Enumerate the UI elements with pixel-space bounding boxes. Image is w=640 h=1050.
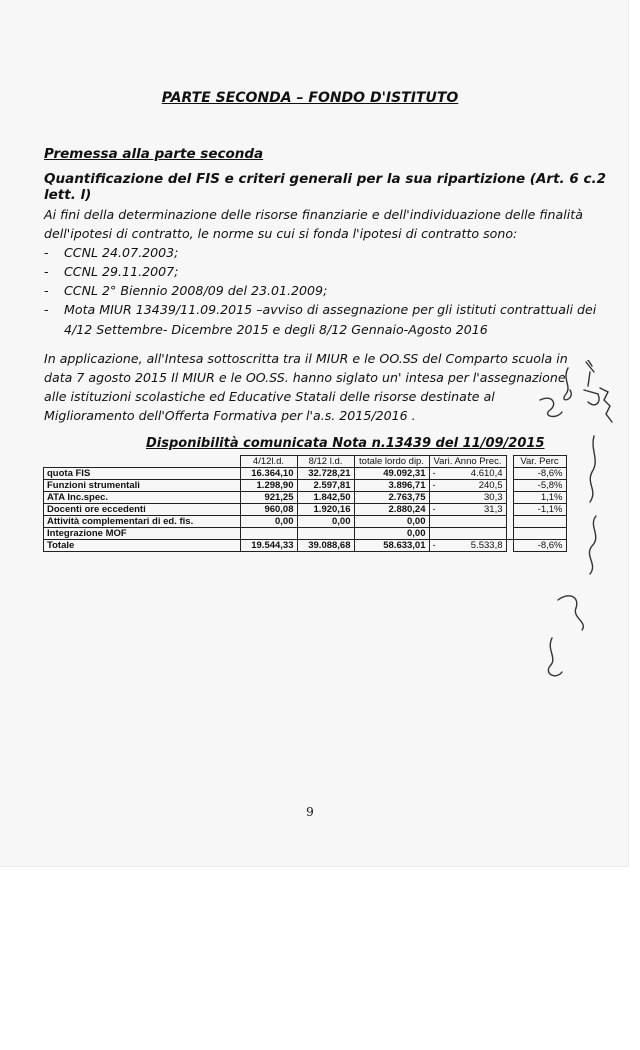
cell-var-perc: -8,6% [513, 468, 566, 480]
signature-stroke [548, 638, 562, 676]
cell-8-12 [297, 528, 354, 540]
total-4-12: 19.544,33 [240, 540, 297, 552]
cell-var-anno: 30,3 [444, 492, 507, 504]
total-totale: 58.633,01 [354, 540, 429, 552]
total-var-perc: -8,6% [513, 540, 566, 552]
page-number: 9 [306, 805, 314, 819]
norm-item [44, 262, 604, 281]
row-label: Docenti ore eccedenti [44, 504, 241, 516]
table-row [44, 468, 567, 480]
table-caption: Disponibilità comunicata Nota n.13439 del 11/09/2015 [146, 436, 545, 451]
row-label: Attività complementari di ed. fis. [44, 516, 241, 528]
total-sign: - [429, 540, 444, 552]
norm-text: CCNL 2° Biennio 2008/09 del 23.01.2009; [64, 283, 328, 298]
table-row [44, 492, 567, 504]
cell-sign: - [429, 480, 444, 492]
cell-totale: 0,00 [354, 528, 429, 540]
table-row [44, 480, 567, 492]
cell-8-12: 2.597,81 [297, 480, 354, 492]
cell-var-anno: 240,5 [444, 480, 507, 492]
cell-4-12: 960,08 [240, 504, 297, 516]
list-dash: - [44, 283, 49, 298]
header-blank [44, 456, 241, 468]
row-label: quota FIS [44, 468, 241, 480]
cell-gap [506, 504, 513, 516]
table-row [44, 516, 567, 528]
cell-4-12: 16.364,10 [240, 468, 297, 480]
table-row [44, 528, 567, 540]
norm-text: Mota MIUR 13439/11.09.2015 –avviso di assegnazione per gli istituti contrattuali dei [64, 302, 597, 317]
signature-stroke [589, 516, 596, 574]
cell-var-perc: -5,8% [513, 480, 566, 492]
header-totale: totale lordo dip. [354, 456, 429, 468]
norm-item [44, 243, 604, 262]
signature-stroke [564, 368, 571, 400]
total-label: Totale [44, 540, 241, 552]
cell-4-12 [240, 528, 297, 540]
part-title: PARTE SECONDA – FONDO D'ISTITUTO [161, 90, 459, 106]
row-label: Funzioni strumentali [44, 480, 241, 492]
table-row [44, 504, 567, 516]
cell-var-anno [444, 516, 507, 528]
cell-var-anno: 4.610,4 [444, 468, 507, 480]
norm-text: CCNL 24.07.2003; [64, 245, 179, 260]
fund-table [43, 455, 567, 552]
cell-sign: - [429, 468, 444, 480]
header-var-anno: Vari. Anno Prec. [429, 456, 506, 468]
application-paragraph: In applicazione, all'Intesa sottoscritta tra il MIUR e le OO.SS del Comparto scuola in data 7 agosto 2015 Il MIUR e le OO.SS. hanno siglato un' intesa per l'assegnazione alle istituzioni scolastiche ed Educative Statali delle risorse destinate al Miglioramento dell'Offerta Formativa per l'a.s. 2015/2016 . [44, 351, 568, 423]
handwritten-signatures [528, 360, 618, 720]
subsection-heading: Quantificazione del FIS e criteri generali per la sua ripartizione (Art. 6 c.2 lett. l) [44, 171, 606, 203]
signature-stroke [600, 388, 612, 422]
table-header-row [44, 456, 567, 468]
table-total-row [44, 540, 567, 552]
signature-stroke [558, 596, 583, 630]
cell-sign [429, 516, 444, 528]
cell-8-12: 1.842,50 [297, 492, 354, 504]
total-var-anno: 5.533,8 [444, 540, 507, 552]
cell-8-12: 32.728,21 [297, 468, 354, 480]
cell-gap [506, 528, 513, 540]
header-8-12: 8/12 l.d. [297, 456, 354, 468]
header-4-12: 4/12l.d. [240, 456, 297, 468]
signature-stroke [540, 398, 562, 416]
total-8-12: 39.088,68 [297, 540, 354, 552]
cell-gap [506, 516, 513, 528]
section-heading: Premessa alla parte seconda [44, 146, 264, 162]
cell-gap [506, 492, 513, 504]
norms-list [44, 243, 604, 319]
cell-gap [506, 540, 513, 552]
cell-totale: 0,00 [354, 516, 429, 528]
cell-gap [506, 468, 513, 480]
cell-8-12: 0,00 [297, 516, 354, 528]
row-label: Integrazione MOF [44, 528, 241, 540]
cell-sign: - [429, 504, 444, 516]
signature-stroke [590, 436, 595, 502]
header-var-perc: Var. Perc [513, 456, 566, 468]
cell-totale: 3.896,71 [354, 480, 429, 492]
cell-var-anno: 31,3 [444, 504, 507, 516]
cell-4-12: 1.298,90 [240, 480, 297, 492]
list-dash: - [44, 302, 49, 317]
row-label: ATA Inc.spec. [44, 492, 241, 504]
cell-totale: 49.092,31 [354, 468, 429, 480]
header-gap [506, 456, 513, 468]
cell-totale: 2.763,75 [354, 492, 429, 504]
cell-totale: 2.880,24 [354, 504, 429, 516]
cell-sign [429, 492, 444, 504]
cell-var-perc: 1,1% [513, 492, 566, 504]
signature-stroke [584, 360, 599, 405]
norm-item [44, 300, 604, 319]
cell-var-perc: -1,1% [513, 504, 566, 516]
cell-sign [429, 528, 444, 540]
cell-gap [506, 480, 513, 492]
list-dash: - [44, 245, 49, 260]
cell-4-12: 0,00 [240, 516, 297, 528]
norm-text: CCNL 29.11.2007; [64, 264, 179, 279]
cell-var-anno [444, 528, 507, 540]
cell-4-12: 921,25 [240, 492, 297, 504]
cell-8-12: 1.920,16 [297, 504, 354, 516]
intro-paragraph: Ai fini della determinazione delle risorse finanziarie e dell'individuazione delle finalità dell'ipotesi di contratto, le norme su cui si fonda l'ipotesi di contratto sono: [44, 207, 583, 241]
period-line: 4/12 Settembre- Dicembre 2015 e degli 8/12 Gennaio-Agosto 2016 [64, 322, 488, 337]
norm-item [44, 281, 604, 300]
list-dash: - [44, 264, 49, 279]
